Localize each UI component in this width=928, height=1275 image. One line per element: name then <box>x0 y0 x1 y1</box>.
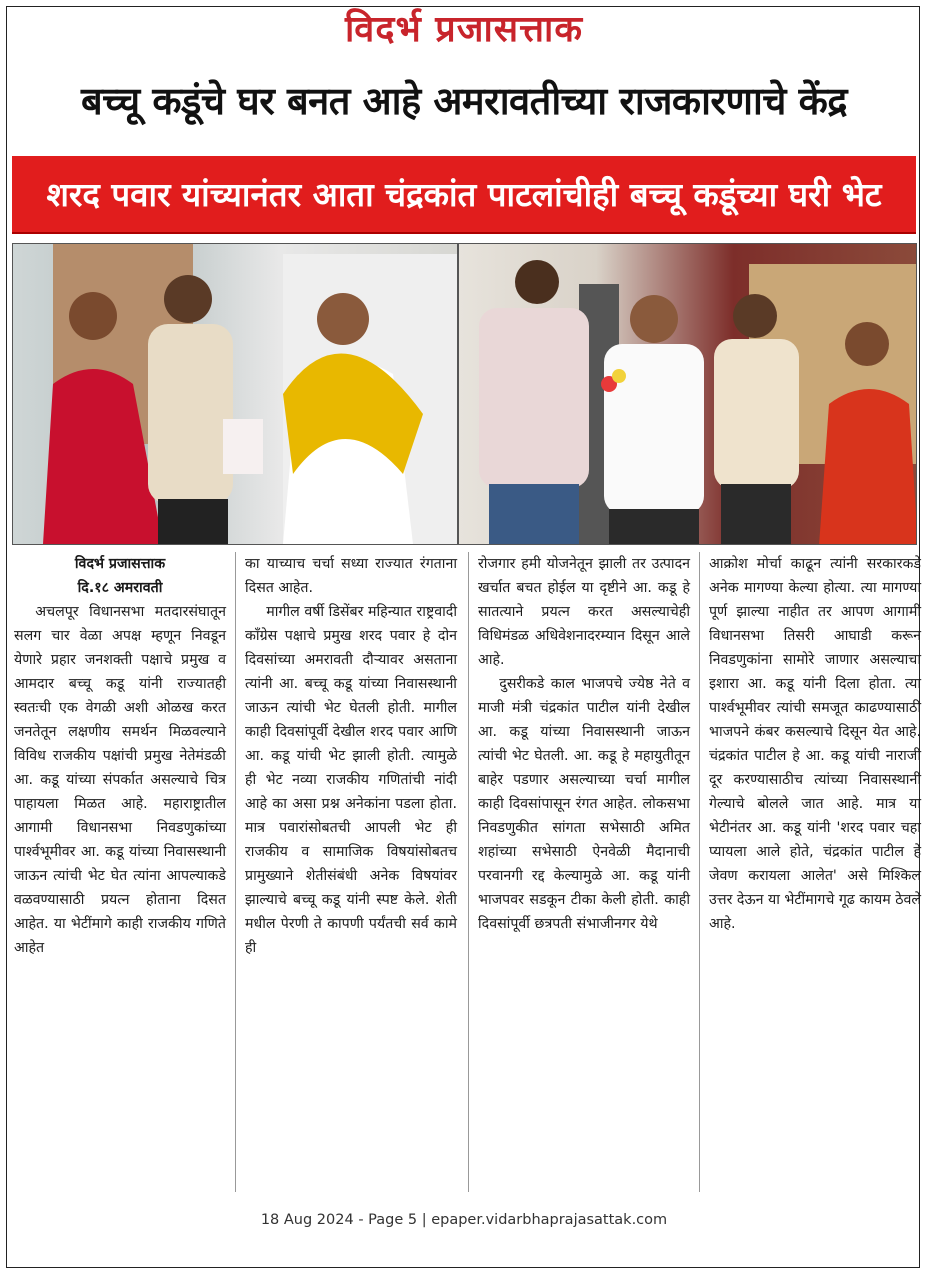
column-divider <box>468 552 469 1192</box>
article-paragraph: मागील वर्षी डिसेंबर महिन्यात राष्ट्रवादी काँग्रेस पक्षाचे प्रमुख शरद पवार हे दोन दिवसांच्या अमरावती दौऱ्यावर असताना त्यांनी आ. बच्चू कडू यांच्या निवासस्थानी जाऊन त्यांची भेट घेतली होती. मागील काही दिवसांपूर्वी देखील शरद पवार आणि आ. कडू यांची भेट झाली होती. त्यामुळे ही भेट नव्या राजकीय गणितांची नांदी आहे का असा प्रश्न अनेकांना पडला होता. मात्र पवारांसोबतची आपली भेट ही राजकीय व सामाजिक विषयांसोबतच प्रामुख्याने शेतीसंबंधी अनेक विषयांवर झाल्याचे बच्चू कडू यांनी स्पष्ट केले. शेती मधील पेरणी ते कापणी पर्यंतची सर्व कामे ही <box>245 604 457 956</box>
subheadline: शरद पवार यांच्यानंतर आता चंद्रकांत पाटलांचीही बच्चू कडूंच्या घरी भेट <box>46 175 882 214</box>
headline: बच्चू कडूंचे घर बनत आहे अमरावतीच्या राजकारणाचे केंद्र <box>80 79 848 123</box>
subheadline-band <box>12 156 916 234</box>
article-paragraph: रोजगार हमी योजनेतून झाली तर उत्पादन खर्चात बचत होईल या दृष्टीने आ. कडू हे सातत्याने प्रयत्न करत असल्याचेही विधिमंडळ अधिवेशनादरम्यान दिसून आले आहे. <box>478 556 690 668</box>
article-column-4 <box>709 552 921 936</box>
article-paragraph: दुसरीकडे काल भाजपचे ज्येष्ठ नेते व माजी मंत्री चंद्रकांत पाटील यांनी देखील आ. कडू यांच्या निवासस्थानी जाऊन त्यांची भेट घेतली. आ. कडू हे महायुतीतून बाहेर पडणार असल्याच्या चर्चा मागील काही दिवसांपासून रंगत आहेत. लोकसभा निवडणुकीत सांगता सभेसाठी अमित शहांच्या सभेसाठी ऐनवेळी मैदानाची परवानगी रद्द केल्यामुळे आ. कडू यांनी भाजपवर सडकून टीका केली होती. काही दिवसांपूर्वी छत्रपती संभाजीनगर येथे <box>478 676 690 932</box>
masthead: विदर्भ प्रजासत्ताक <box>344 9 583 50</box>
photo-right-illustration <box>459 244 917 545</box>
column-divider <box>699 552 700 1192</box>
article-paragraph: अचलपूर विधानसभा मतदारसंघातून सलग चार वेळा अपक्ष म्हणून निवडून येणारे प्रहार जनशक्ती पक्षाचे प्रमुख व आमदार बच्चू कडू यांनी राज्यातही स्वतःची एक वेगळी अशी ओळख करत जनतेतून लक्षणीय समर्थन मिळवल्याने विविध राजकीय पक्षांची प्रमुख नेतेमंडळी आ. कडू यांच्या संपर्कात असल्याचे चित्र पाहायला मिळत आहे. महाराष्ट्रातील आगामी विधानसभा निवडणुकांच्या पार्श्वभूमीवर आ. कडू यांच्या निवासस्थानी जाऊन त्यांची भेट घेत त्यांना आपल्याकडे वळवण्यासाठी प्रयत्न होताना दिसत आहेत. या भेटींमागे काही राजकीय गणिते आहेत <box>14 604 226 956</box>
article-dateline: दि.१८ अमरावती <box>77 580 163 596</box>
article-paragraph: का याच्याच चर्चा सध्या राज्यात रंगताना दिसत आहेत. <box>245 556 457 596</box>
column-divider <box>235 552 236 1192</box>
page-footer: 18 Aug 2024 - Page 5 | epaper.vidarbhaprajasattak.com <box>260 1212 668 1228</box>
photo-left-illustration <box>13 244 458 545</box>
article-column-2 <box>245 552 457 960</box>
article-source: विदर्भ प्रजासत्ताक <box>74 556 166 572</box>
photo-right <box>458 243 917 545</box>
article-column-1 <box>14 552 226 960</box>
article-paragraph: आक्रोश मोर्चा काढून त्यांनी सरकारकडे अनेक मागण्या केल्या होत्या. त्या मागण्या पूर्ण झाल्या नाहीत तर आपण आगामी विधानसभा तिसरी आघाडी करून निवडणुकांना सामोरे जाणार असल्याचा इशारा आ. कडू यांनी दिला होता. त्या पार्श्वभूमीवर त्यांची समजूत काढण्यासाठी भाजपने कंबर कसल्याचे दिसून येत आहे. चंद्रकांत पाटील हे आ. कडू यांची नाराजी दूर करण्यासाठीच त्यांच्या निवासस्थानी गेल्याचे बोलले जात आहे. मात्र या भेटीनंतर आ. कडू यांनी 'शरद पवार चहा प्यायला आले होते, चंद्रकांत पाटील हे जेवण करायला आलेत' असे मिश्किल उत्तर देऊन या भेटींमागचे गूढ कायम ठेवले आहे. <box>709 556 921 932</box>
article-column-3 <box>478 552 690 936</box>
photo-left <box>12 243 458 545</box>
